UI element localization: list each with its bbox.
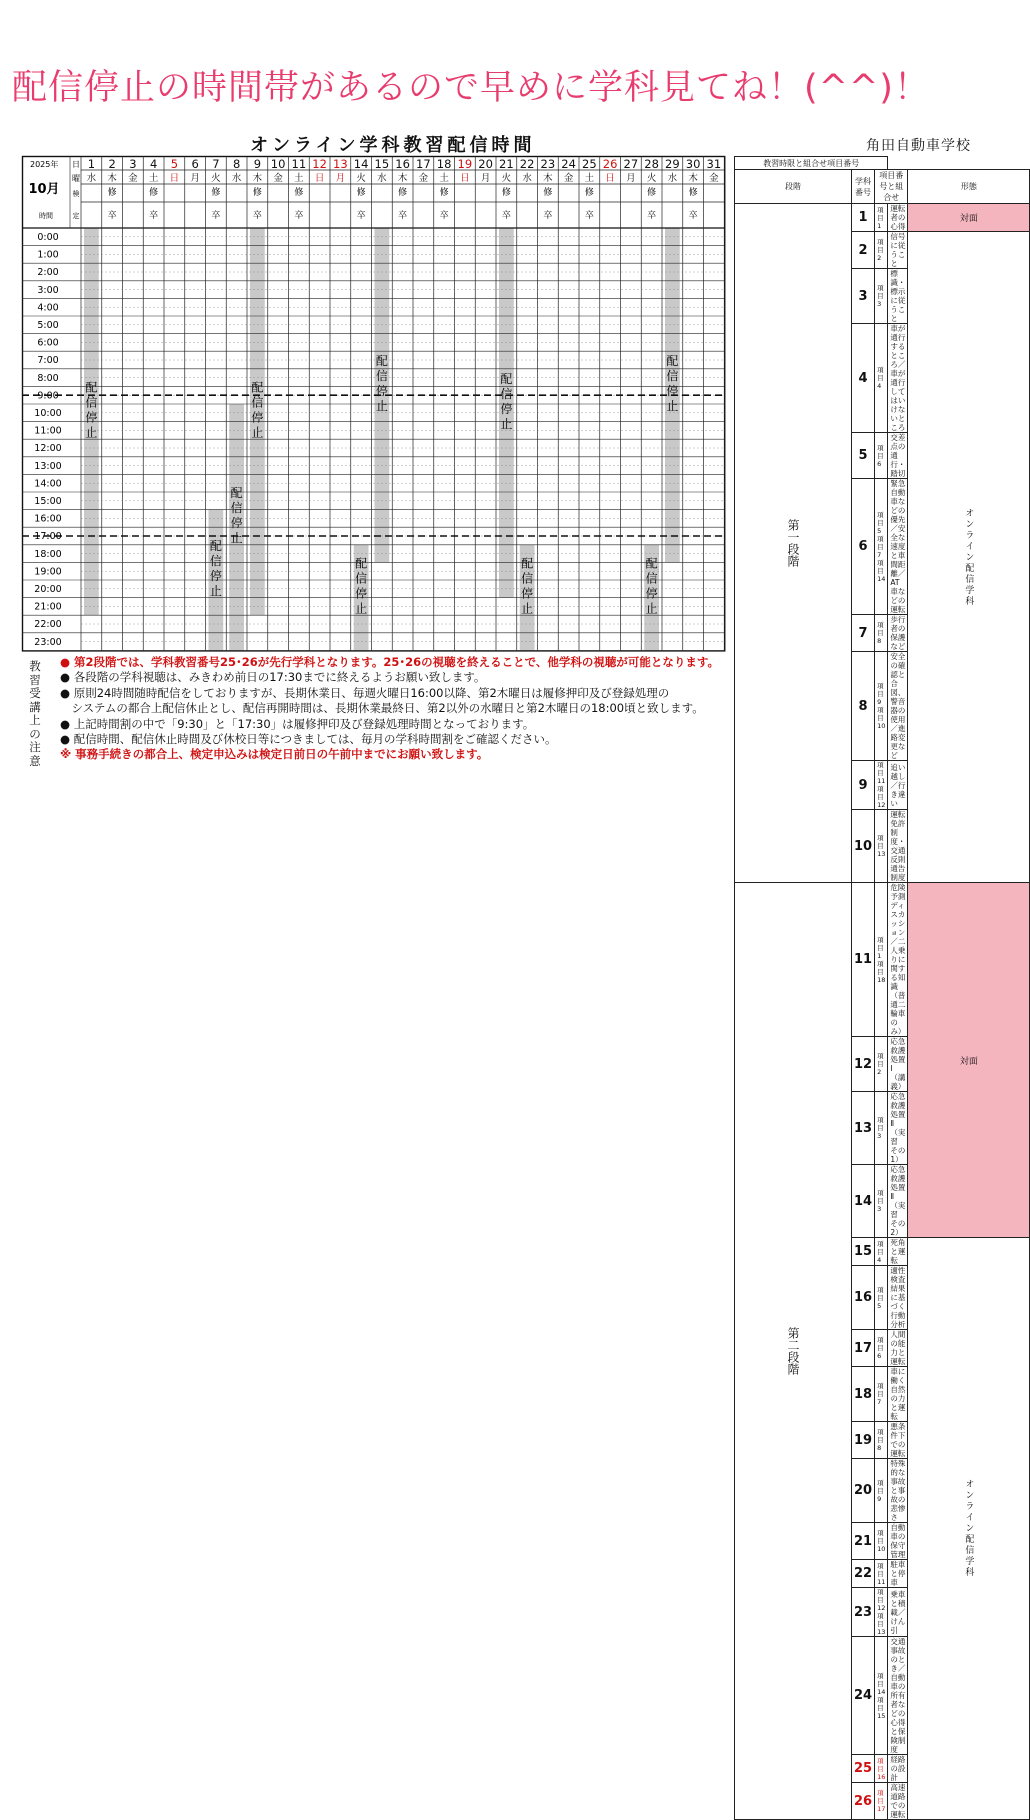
weekday: 月 (626, 173, 636, 184)
item-description: 交通事故のとき／自動車の所有者などの心得と保険制度 (888, 1637, 908, 1755)
stop-label-char: 止 (209, 584, 222, 598)
day-number: 2 (108, 157, 116, 171)
stop-label-char: 止 (375, 399, 388, 414)
lecture-number: 3 (852, 269, 875, 324)
day-number: 3 (129, 157, 137, 171)
day-number: 7 (212, 157, 220, 171)
time-label: 5:00 (37, 320, 59, 331)
item-code: 項目7 (875, 1367, 888, 1422)
day-number: 16 (395, 157, 410, 171)
lecture-format: 対面 (908, 204, 1030, 232)
weekday: 金 (418, 173, 429, 184)
item-code: 項目8 (875, 1422, 888, 1459)
item-code: 項目17 (875, 1783, 888, 1820)
header-number: 学科番号 (852, 170, 875, 204)
weekday: 木 (543, 173, 553, 184)
stop-label-char: 止 (645, 601, 658, 616)
time-label: 時間 (39, 212, 53, 220)
weekday: 木 (688, 173, 698, 184)
item-code: 項目9 (875, 1459, 888, 1523)
table-row (735, 883, 1030, 1037)
time-label: 7:00 (37, 355, 59, 367)
day-number: 26 (602, 157, 618, 171)
day-number: 5 (170, 157, 179, 171)
lecture-number: 14 (852, 1165, 875, 1238)
kentei-mark: 卒 (543, 211, 553, 221)
stop-label-char: 信 (375, 369, 388, 384)
kentei-mark: 修 (647, 188, 657, 198)
kentei-mark: 修 (252, 188, 262, 198)
time-label: 21:00 (34, 601, 62, 613)
day-number: 9 (253, 157, 262, 171)
lecture-number: 19 (852, 1422, 875, 1459)
kentei-mark: 修 (543, 188, 553, 198)
stop-label-char: 止 (500, 416, 513, 431)
lecture-number: 18 (852, 1367, 875, 1422)
item-description: 安全の確認と合図、警音器の使用／進路変更など (888, 652, 908, 761)
stop-label-char: 信 (230, 501, 243, 516)
day-number: 11 (291, 157, 307, 171)
item-code: 項目11 (875, 1560, 888, 1588)
time-label: 23:00 (34, 636, 62, 648)
kentei-mark: 修 (398, 188, 408, 198)
day-number: 10 (270, 157, 286, 171)
day-number: 18 (436, 157, 452, 171)
kentei-mark: 修 (149, 188, 159, 198)
stop-label-char: 配 (355, 556, 368, 571)
stop-label-char: 信 (251, 395, 264, 410)
time-label: 18:00 (34, 548, 62, 560)
day-number: 17 (416, 157, 431, 171)
kentei-mark: 修 (501, 188, 511, 198)
stop-label-char: 停 (666, 384, 679, 399)
kentei-label-2: 定 (72, 212, 80, 220)
weekday: 日 (314, 173, 325, 184)
notes (60, 655, 730, 763)
stop-label-char: 配 (85, 380, 98, 395)
item-code: 項目3 (875, 1092, 888, 1165)
stop-label-char: 停 (521, 586, 534, 601)
time-label: 19:00 (34, 566, 62, 578)
note-line: ● 上記時間割の中で「9:30」と「17:30」は履修押印及び登録処理時間となっております。 (60, 716, 535, 731)
lecture-number: 4 (852, 324, 875, 433)
time-label: 17:00 (34, 531, 62, 543)
weekday: 金 (563, 173, 574, 184)
stop-label-char: 信 (209, 554, 222, 568)
stop-label-char: 配 (521, 556, 534, 571)
kentei-mark: 卒 (647, 211, 657, 221)
table-title: 教習時限と組合せ項目番号 (735, 157, 888, 170)
item-description: 追い越し／行き違い (888, 761, 908, 810)
weekday: 日 (169, 173, 180, 184)
stop-label-char: 止 (85, 425, 98, 440)
weekday: 土 (439, 173, 449, 184)
day-number: 1 (87, 157, 96, 171)
day-number: 4 (149, 157, 158, 171)
item-description: 危険予測ディスカッション／二人乗りに関する知識（普通二輪車のみ） (888, 883, 908, 1037)
item-description: 経路の設計 (888, 1755, 908, 1783)
kentei-mark: 卒 (107, 211, 117, 221)
item-code: 項目3 (875, 269, 888, 324)
item-description: 死角と運転 (888, 1238, 908, 1266)
lecture-number: 8 (852, 652, 875, 761)
item-code: 項目1 (875, 204, 888, 232)
year-label: 2025年 (30, 160, 59, 169)
item-description: 駐車と停車 (888, 1560, 908, 1588)
time-label: 16:00 (34, 513, 62, 525)
item-description: 運転者の心得 (888, 204, 908, 232)
stop-label-char: 停 (209, 569, 222, 583)
day-number: 25 (582, 157, 597, 171)
time-label: 0:00 (37, 232, 59, 243)
time-label: 6:00 (37, 337, 59, 349)
kentei-mark: 修 (688, 188, 698, 198)
day-number: 8 (232, 157, 241, 171)
stop-label-char: 停 (645, 586, 658, 601)
stop-label-char: 停 (230, 516, 243, 531)
lecture-format: 対面 (908, 883, 1030, 1238)
day-number: 28 (644, 157, 659, 171)
kentei-mark: 卒 (356, 211, 366, 221)
time-label: 8:00 (37, 372, 59, 384)
kentei-mark: 卒 (252, 211, 262, 221)
day-number: 31 (706, 157, 722, 171)
kentei-mark: 修 (211, 188, 221, 198)
lecture-number: 6 (852, 479, 875, 615)
item-description: 応急救護処置Ⅰ（講義） (888, 1037, 908, 1092)
note-line: システムの都合上配信休止とし、配信再開時間は、長期休業最終日、第2以外の水曜日と第2木曜日の18:00頃と致します。 (60, 701, 704, 716)
stop-label-char: 停 (375, 384, 388, 399)
time-label: 4:00 (37, 302, 59, 314)
weekday: 火 (211, 173, 221, 184)
stop-label-char: 停 (500, 401, 513, 416)
item-description: 乗車と積載／けん引 (888, 1588, 908, 1637)
item-code: 項目4 (875, 324, 888, 433)
item-code: 項目1 項目18 (875, 883, 888, 1037)
stop-label-char: 信 (85, 395, 98, 410)
kentei-mark: 卒 (149, 211, 159, 221)
time-label: 11:00 (34, 425, 62, 437)
kentei-mark: 卒 (211, 211, 221, 221)
weekday: 水 (522, 173, 532, 184)
item-description: 高速道路での運転 (888, 1783, 908, 1820)
weekday: 木 (107, 173, 117, 184)
lecture-number: 21 (852, 1523, 875, 1560)
item-description: 人間の能力と運転 (888, 1330, 908, 1367)
item-description: 歩行者の保護など (888, 615, 908, 652)
note-line: ● 各段階の学科視聴は、みきわめ前日の17:30までに終えるようお願い致します。 (60, 670, 486, 685)
item-description: 標識・標示に従うこと (888, 269, 908, 324)
lecture-number: 5 (852, 433, 875, 479)
time-label: 10:00 (34, 408, 62, 419)
kentei-mark: 修 (356, 188, 366, 198)
day-number: 20 (478, 157, 493, 171)
item-description: 交差点の通行・踏切 (888, 433, 908, 479)
item-description: 緊急自動車などの優先／安全な速度と車間距離／AT車などの運転 (888, 479, 908, 615)
stage-two: 第二段階 (735, 883, 852, 1820)
time-label: 15:00 (34, 496, 62, 507)
note-line: ※ 事務手続きの都合上、検定申込みは検定日前日の午前中までにお願い致します。 (60, 747, 489, 762)
item-code: 項目9 項目10 (875, 652, 888, 761)
note-line: ● 第2段階では、学科教習番号25･26が先行学科となります。25･26の視聴を終えることで、他学科の視聴が可能となります。 (60, 655, 719, 669)
stop-label-char: 信 (521, 571, 534, 586)
item-description: 特殊的な事故と事故の悲惨さ (888, 1459, 908, 1523)
item-description: 車が通行するところ／車が通行してはいけないところ (888, 324, 908, 433)
day-number: 12 (312, 157, 327, 171)
item-description: 悪条件下での運転 (888, 1422, 908, 1459)
item-code: 項目8 (875, 615, 888, 652)
weekday: 火 (501, 173, 512, 184)
stop-label-char: 信 (666, 369, 679, 384)
day-number: 6 (191, 157, 199, 171)
stop-label-char: 止 (230, 531, 243, 546)
day-number: 30 (685, 157, 701, 171)
item-code: 項目12 項目13 (875, 1588, 888, 1637)
item-code: 項目2 (875, 1037, 888, 1092)
kentei-mark: 修 (584, 188, 594, 198)
lecture-number: 25 (852, 1755, 875, 1783)
item-code: 項目6 (875, 433, 888, 479)
time-label: 13:00 (34, 460, 62, 472)
item-code: 項目11 項目12 (875, 761, 888, 810)
day-number: 24 (561, 157, 576, 171)
header-form: 形態 (908, 170, 1030, 204)
stop-label-char: 信 (500, 386, 513, 401)
time-label: 1:00 (37, 249, 59, 261)
lecture-number: 17 (852, 1330, 875, 1367)
note-line: ● 原則24時間随時配信をしておりますが、長期休業日、毎週火曜日16:00以降、第2木曜日は履修押印及び登録処理の (60, 685, 670, 700)
kentei-mark: 修 (107, 188, 117, 198)
item-code: 項目13 (875, 810, 888, 883)
kentei-mark: 卒 (294, 211, 304, 221)
lecture-number: 11 (852, 883, 875, 1037)
lecture-number: 7 (852, 615, 875, 652)
stop-label-char: 信 (355, 571, 368, 586)
stop-label-char: 配 (666, 354, 679, 369)
day-number: 23 (540, 157, 556, 171)
weekday: 金 (273, 173, 283, 184)
lecture-number: 26 (852, 1783, 875, 1820)
stop-label-char: 停 (355, 586, 368, 601)
time-label: 12:00 (34, 443, 62, 455)
stop-label-char: 配 (500, 371, 513, 386)
school-name: 角田自動車学校 (866, 138, 971, 154)
weekday-row-label: 曜 (72, 174, 80, 183)
time-label: 22:00 (34, 619, 62, 631)
weekday: 土 (148, 173, 159, 184)
weekday: 金 (709, 173, 719, 184)
day-number: 27 (623, 157, 639, 171)
kentei-mark: 修 (439, 188, 449, 198)
stop-label-char: 停 (251, 410, 264, 425)
weekday: 水 (231, 173, 242, 184)
day-number: 15 (374, 157, 390, 171)
lecture-number: 22 (852, 1560, 875, 1588)
day-number: 29 (665, 157, 680, 171)
weekday: 土 (584, 173, 595, 184)
day-number: 13 (333, 157, 348, 171)
stop-label-char: 止 (251, 425, 264, 440)
stop-label-char: 止 (521, 601, 534, 616)
weekday: 木 (397, 173, 408, 184)
day-number: 21 (499, 157, 514, 171)
lecture-number: 23 (852, 1588, 875, 1637)
schedule-grid (22, 156, 734, 656)
time-label: 14:00 (34, 478, 62, 490)
kentei-label: 検 (72, 190, 80, 198)
weekday: 水 (667, 173, 678, 184)
item-code: 項目5 項目7 項目14 (875, 479, 888, 615)
item-code: 項目5 (875, 1266, 888, 1330)
stop-label-char: 配 (230, 486, 243, 501)
kentei-mark: 卒 (688, 211, 698, 221)
table-row (735, 204, 1030, 232)
weekday: 月 (335, 173, 346, 184)
note-line: ● 配信時間、配信休止時間及び休校日等につきましては、毎月の学科時間割をご確認ください。 (60, 732, 557, 747)
day-number: 19 (457, 157, 473, 171)
lecture-number: 12 (852, 1037, 875, 1092)
stop-label-char: 配 (375, 354, 388, 369)
lecture-number: 24 (852, 1637, 875, 1755)
lecture-number: 1 (852, 204, 875, 232)
item-description: 車に働く自然の力と運転 (888, 1367, 908, 1422)
item-description: 信号に従うこと (888, 232, 908, 269)
weekday: 月 (190, 173, 200, 184)
item-description: 応急救護処置Ⅱ（実習 その1） (888, 1092, 908, 1165)
weekday: 水 (86, 173, 97, 184)
day-row-label: 日 (72, 160, 80, 169)
lecture-number: 9 (852, 761, 875, 810)
weekday: 火 (646, 173, 657, 184)
banner-message: 配信停止の時間帯があるので早めに学科見てね！(^^)！ (12, 68, 930, 108)
kentei-mark: 卒 (501, 211, 511, 221)
stop-label-char: 配 (209, 539, 222, 553)
stop-label-char: 止 (666, 399, 679, 414)
kentei-mark: 卒 (584, 211, 594, 221)
lecture-number: 10 (852, 810, 875, 883)
stop-label-char: 停 (85, 410, 98, 425)
lecture-format: オンライン配信学科 (908, 232, 1030, 883)
weekday: 金 (128, 173, 138, 184)
item-description: 応急救護処置Ⅱ（実習 その2） (888, 1165, 908, 1238)
stop-label-char: 配 (251, 380, 264, 395)
lecture-number: 2 (852, 232, 875, 269)
weekday: 日 (460, 173, 470, 184)
stop-label-char: 配 (645, 556, 658, 571)
time-label: 2:00 (37, 267, 59, 279)
item-description: 自動車の保守管理 (888, 1523, 908, 1560)
item-description: 運転免許制度・交通反則通告制度 (888, 810, 908, 883)
time-label: 3:00 (37, 284, 59, 296)
day-number: 14 (353, 157, 369, 171)
lecture-number: 16 (852, 1266, 875, 1330)
lecture-number: 13 (852, 1092, 875, 1165)
weekday: 火 (356, 173, 366, 184)
item-code: 項目14 項目15 (875, 1637, 888, 1755)
weekday: 日 (605, 173, 615, 184)
weekday: 水 (377, 173, 387, 184)
item-code: 項目4 (875, 1238, 888, 1266)
item-code: 項目2 (875, 232, 888, 269)
month-label: 10月 (28, 182, 60, 197)
kentei-mark: 卒 (398, 211, 408, 221)
lecture-number: 20 (852, 1459, 875, 1523)
kentei-mark: 卒 (439, 211, 449, 221)
time-label: 20:00 (34, 584, 62, 595)
stop-label-char: 信 (645, 571, 658, 586)
item-code: 項目10 (875, 1523, 888, 1560)
weekday: 土 (294, 173, 304, 184)
stage-one: 第一段階 (735, 204, 852, 883)
item-code: 項目3 (875, 1165, 888, 1238)
lecture-number: 15 (852, 1238, 875, 1266)
page-title: オンライン学科教習配信時間 (250, 135, 536, 156)
item-code: 項目16 (875, 1755, 888, 1783)
curriculum-table (734, 156, 1030, 1820)
kentei-mark: 修 (294, 188, 304, 198)
stop-label-char: 止 (355, 601, 368, 616)
time-label: 9:00 (37, 390, 59, 402)
weekday: 月 (480, 173, 491, 184)
notes-label: 教習受講上の注意 (29, 659, 41, 768)
weekday: 木 (252, 173, 263, 184)
day-number: 22 (519, 157, 535, 171)
item-description: 適性検査結果に基づく行動分析 (888, 1266, 908, 1330)
lecture-format: オンライン配信学科 (908, 1238, 1030, 1820)
item-code: 項目6 (875, 1330, 888, 1367)
header-items: 項目番号と組合せ (875, 170, 908, 204)
header-stage: 段階 (735, 170, 852, 204)
